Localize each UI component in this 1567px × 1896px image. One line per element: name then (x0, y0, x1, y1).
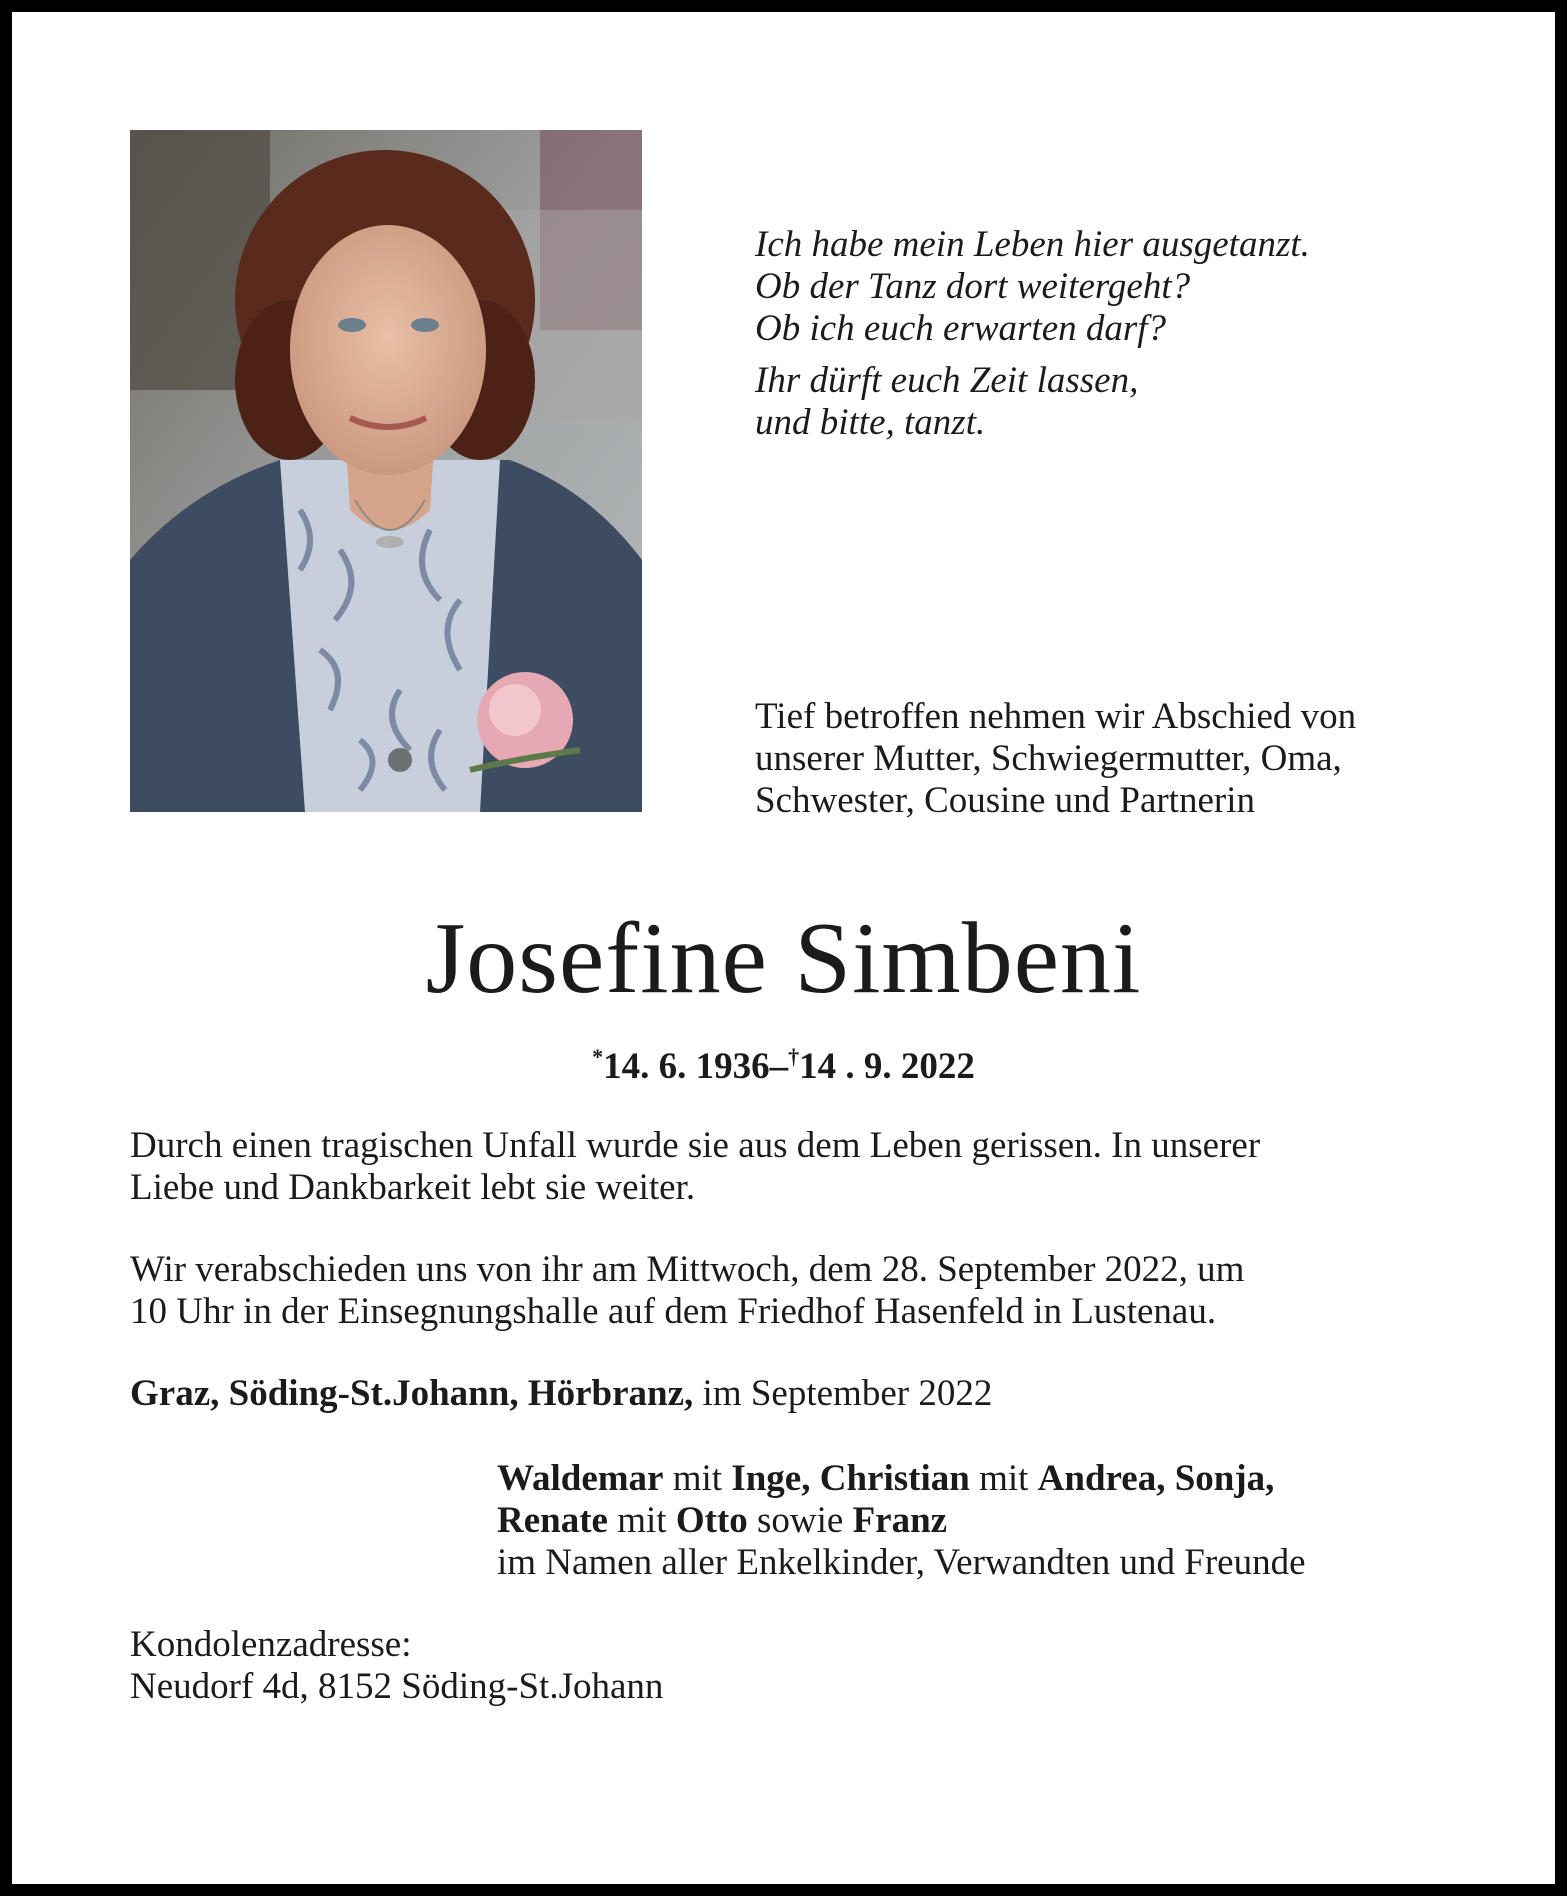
farewell-paragraph (130, 1249, 1244, 1333)
signer-line-2 (497, 1500, 1306, 1542)
death-symbol: † (788, 1044, 800, 1069)
condolence-address (130, 1624, 663, 1708)
poem-line: und bitte, tanzt. (755, 402, 986, 443)
paragraph-line: Liebe und Dankbarkeit lebt sie weiter. (130, 1167, 696, 1208)
signer-name: Waldemar (497, 1458, 664, 1499)
signer-line-3: im Namen aller Enkelkinder, Verwandten und Freunde (497, 1542, 1306, 1583)
paragraph-line: Wir verabschieden uns von ihr am Mittwoch, dem 28. September 2022, um (130, 1249, 1245, 1290)
intro-text (755, 696, 1356, 822)
signer-name: Franz (852, 1500, 948, 1541)
obituary-notice (12, 12, 1555, 1884)
place-date-line (130, 1373, 992, 1415)
connector: mit (672, 1458, 723, 1499)
poem-line: Ich habe mein Leben hier ausgetanzt. (755, 224, 1310, 265)
death-date: 14 . 9. 2022 (799, 1046, 975, 1087)
condolence-label: Kondolenzadresse: (130, 1624, 412, 1665)
signer-name: Otto (675, 1500, 748, 1541)
places: Graz, Söding-St.Johann, Hörbranz, (130, 1373, 694, 1414)
signers (497, 1458, 1306, 1584)
poem-line: Ob der Tanz dort weitergeht? (755, 266, 1191, 307)
signer-name: Renate (497, 1500, 608, 1541)
poem-stanza-1 (755, 224, 1310, 350)
birth-symbol: * (592, 1044, 604, 1069)
life-dates (12, 1035, 1555, 1089)
signer-name: Andrea, Sonja, (1037, 1458, 1275, 1499)
poem-line: Ihr dürft euch Zeit lassen, (755, 360, 1139, 401)
intro-line: Schwester, Cousine und Partnerin (755, 780, 1255, 821)
portrait-illustration (130, 130, 642, 812)
intro-line: Tief betroffen nehmen wir Abschied von (755, 696, 1357, 737)
deceased-name: Josefine Simbeni (425, 902, 1142, 1015)
condolence-address-line: Neudorf 4d, 8152 Söding-St.Johann (130, 1666, 664, 1707)
poem-stanza-2 (755, 360, 1310, 444)
signer-name: Inge, Christian (731, 1458, 970, 1499)
intro-line: unserer Mutter, Schwiegermutter, Oma, (755, 738, 1342, 779)
connector: sowie (757, 1500, 844, 1541)
signer-line-1 (497, 1458, 1306, 1500)
accident-paragraph (130, 1125, 1260, 1209)
birth-date: 14. 6. 1936 (603, 1046, 770, 1087)
paragraph-line: Durch einen tragischen Unfall wurde sie aus dem Leben gerissen. In unserer (130, 1125, 1261, 1166)
connector: mit (979, 1458, 1029, 1499)
portrait-photo (130, 130, 642, 812)
month-year: im September 2022 (702, 1373, 993, 1414)
connector: mit (617, 1500, 667, 1541)
poem-line: Ob ich euch erwarten darf? (755, 308, 1167, 349)
paragraph-line: 10 Uhr in der Einsegnungshalle auf dem Friedhof Hasenfeld in Lustenau. (130, 1291, 1217, 1332)
poem (755, 224, 1310, 444)
date-separator: – (769, 1046, 789, 1087)
